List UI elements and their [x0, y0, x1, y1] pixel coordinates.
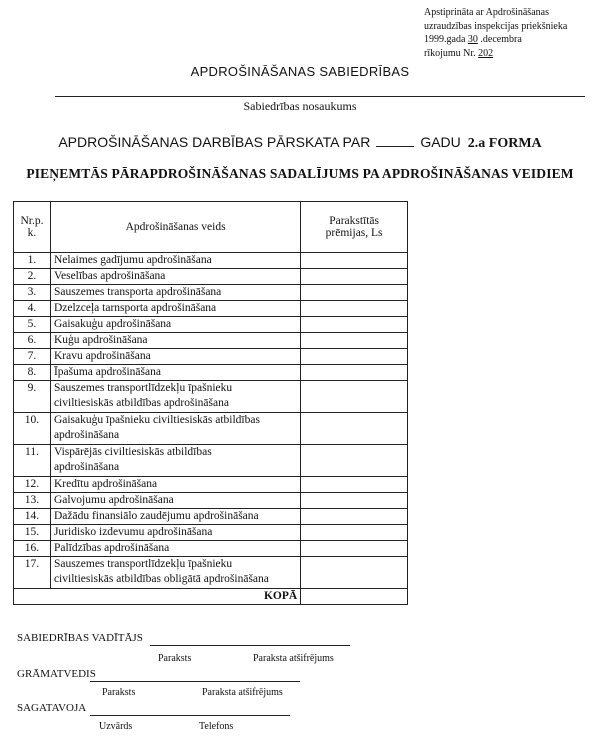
row-premium-cell[interactable]: [301, 477, 408, 493]
row-nr: 15.: [14, 525, 51, 541]
head-cap-signature: Paraksts: [158, 653, 192, 664]
row-nr: 14.: [14, 509, 51, 525]
row-type-line2: civiltiesiskās atbildības apdrošināšana: [53, 397, 229, 409]
row-premium-cell[interactable]: [301, 317, 408, 333]
row-nr: 2.: [14, 269, 51, 285]
row-type: Palīdzības apdrošināšana: [50, 541, 300, 557]
reinsurance-table: [13, 201, 408, 605]
col-type-header: Apdrošināšanas veids: [50, 202, 300, 253]
approval-order-prefix: rīkojumu Nr.: [424, 47, 476, 59]
row-nr: 4.: [14, 301, 51, 317]
table-row: [14, 413, 408, 445]
main-title: PIEŅEMTĀS PĀRAPDROŠINĀŠANAS SADALĪJUMS PA APDROŠINĀŠANAS VEIDIEM: [26, 166, 574, 181]
head-label: SABIEDRĪBAS VADĪTĀJS: [17, 632, 143, 644]
table-row: [14, 349, 408, 365]
head-signature-line[interactable]: [150, 645, 350, 646]
row-type-line2: apdrošināšana: [53, 461, 120, 473]
row-type-line1: Sauszemes transportlīdzekļu īpašnieku: [53, 382, 233, 394]
table-row: [14, 317, 408, 333]
table-row: [14, 525, 408, 541]
row-premium-cell[interactable]: [301, 525, 408, 541]
row-type: [50, 557, 300, 589]
approval-month: .decembra: [480, 34, 522, 45]
row-type: Dažādu finansiālo zaudējumu apdrošināšana: [50, 509, 300, 525]
table-row: [14, 285, 408, 301]
table-row: [14, 253, 408, 269]
approval-order-number: 202: [478, 47, 494, 59]
row-type: Nelaimes gadījumu apdrošināšana: [50, 253, 300, 269]
row-premium-cell[interactable]: [301, 269, 408, 285]
approval-day: 30: [467, 34, 478, 45]
row-nr: 9.: [14, 381, 51, 413]
total-label: KOPĀ: [14, 589, 301, 605]
report-title-year-word: GADU: [420, 134, 461, 150]
col-premium-header-line2: prēmijas, Ls: [325, 227, 383, 239]
row-type: Sauszemes transporta apdrošināšana: [50, 285, 300, 301]
accountant-signature-line[interactable]: [90, 681, 300, 682]
table-row: [14, 509, 408, 525]
accountant-label: GRĀMATVEDIS: [17, 668, 96, 680]
row-nr: 13.: [14, 493, 51, 509]
row-type: [50, 413, 300, 445]
row-type: Galvojumu apdrošināšana: [50, 493, 300, 509]
row-nr: 6.: [14, 333, 51, 349]
total-premium-cell[interactable]: [301, 589, 408, 605]
row-type-line1: Sauszemes transportlīdzekļu īpašnieku: [53, 558, 233, 570]
row-type: Veselības apdrošināšana: [50, 269, 300, 285]
row-nr: 7.: [14, 349, 51, 365]
row-type-line2: apdrošināšana: [53, 429, 120, 441]
company-name-caption: Sabiedrības nosaukums: [243, 99, 357, 113]
row-type: [50, 381, 300, 413]
form-id: 2.a FORMA: [467, 136, 542, 151]
company-name-field[interactable]: [55, 96, 585, 97]
row-premium-cell[interactable]: [301, 541, 408, 557]
report-title: [0, 134, 600, 152]
preparer-line[interactable]: [90, 715, 290, 716]
row-nr: 16.: [14, 541, 51, 557]
approval-year-prefix: 1999.gada: [424, 34, 466, 45]
table-row: [14, 301, 408, 317]
row-premium-cell[interactable]: [301, 381, 408, 413]
report-title-prefix: APDROŠINĀŠANAS DARBĪBAS PĀRSKATA PAR: [58, 134, 371, 150]
table-row: [14, 333, 408, 349]
row-type: Juridisko izdevumu apdrošināšana: [50, 525, 300, 541]
row-premium-cell[interactable]: [301, 445, 408, 477]
preparer-cap-surname: Uzvārds: [99, 721, 133, 732]
accountant-cap-signature: Paraksts: [102, 687, 136, 698]
row-premium-cell[interactable]: [301, 301, 408, 317]
row-nr: 11.: [14, 445, 51, 477]
row-premium-cell[interactable]: [301, 509, 408, 525]
row-premium-cell[interactable]: [301, 333, 408, 349]
row-type-line2: civiltiesiskās atbildības obligātā apdrošināšana: [53, 573, 269, 585]
row-premium-cell[interactable]: [301, 493, 408, 509]
table-row: [14, 365, 408, 381]
table-row: [14, 269, 408, 285]
row-type: [50, 445, 300, 477]
table-row: [14, 445, 408, 477]
col-nr-header-line2: k.: [27, 227, 37, 239]
row-premium-cell[interactable]: [301, 365, 408, 381]
row-nr: 5.: [14, 317, 51, 333]
col-nr-header-line1: Nr.p.: [20, 215, 44, 227]
table-row: [14, 493, 408, 509]
approval-line-4: [424, 47, 567, 61]
col-premium-header-line1: Parakstītās: [329, 215, 380, 227]
table-row: [14, 381, 408, 413]
row-type: Kravu apdrošināšana: [50, 349, 300, 365]
row-premium-cell[interactable]: [301, 557, 408, 589]
row-premium-cell[interactable]: [301, 253, 408, 269]
row-nr: 10.: [14, 413, 51, 445]
row-premium-cell[interactable]: [301, 285, 408, 301]
company-label: APDROŠINĀŠANAS SABIEDRĪBAS: [190, 64, 410, 79]
col-nr-header: [14, 202, 51, 253]
row-nr: 1.: [14, 253, 51, 269]
row-premium-cell[interactable]: [301, 413, 408, 445]
col-premium-header: [301, 202, 408, 253]
row-type-line1: Vispārējās civiltiesiskās atbildības: [53, 446, 212, 458]
row-type: Gaisakuģu apdrošināšana: [50, 317, 300, 333]
approval-line-3: [424, 33, 567, 47]
head-cap-transcript: Paraksta atšifrējums: [253, 653, 334, 664]
table-header-row: [14, 202, 408, 253]
row-nr: 3.: [14, 285, 51, 301]
table-row: [14, 541, 408, 557]
table-row: [14, 477, 408, 493]
approval-note: [424, 6, 567, 60]
total-row: [14, 589, 408, 605]
row-type: Kredītu apdrošināšana: [50, 477, 300, 493]
row-premium-cell[interactable]: [301, 349, 408, 365]
approval-line-1: Apstiprināta ar Apdrošināšanas: [424, 7, 549, 18]
year-blank-field[interactable]: [376, 145, 414, 147]
preparer-label: SAGATAVOJA: [17, 702, 87, 714]
accountant-cap-transcript: Paraksta atšifrējums: [202, 687, 283, 698]
approval-line-2: uzraudzības inspekcijas priekšnieka: [424, 20, 568, 32]
row-type: Kuģu apdrošināšana: [50, 333, 300, 349]
row-type: Dzelzceļa tarnsporta apdrošināšana: [50, 301, 300, 317]
row-type: Īpašuma apdrošināšana: [50, 365, 300, 381]
row-nr: 12.: [14, 477, 51, 493]
row-type-line1: Gaisakuģu īpašnieku civiltiesiskās atbildības: [53, 414, 260, 426]
row-nr: 8.: [14, 365, 51, 381]
row-nr: 17.: [14, 557, 51, 589]
table-row: [14, 557, 408, 589]
preparer-cap-phone: Telefons: [199, 721, 234, 732]
